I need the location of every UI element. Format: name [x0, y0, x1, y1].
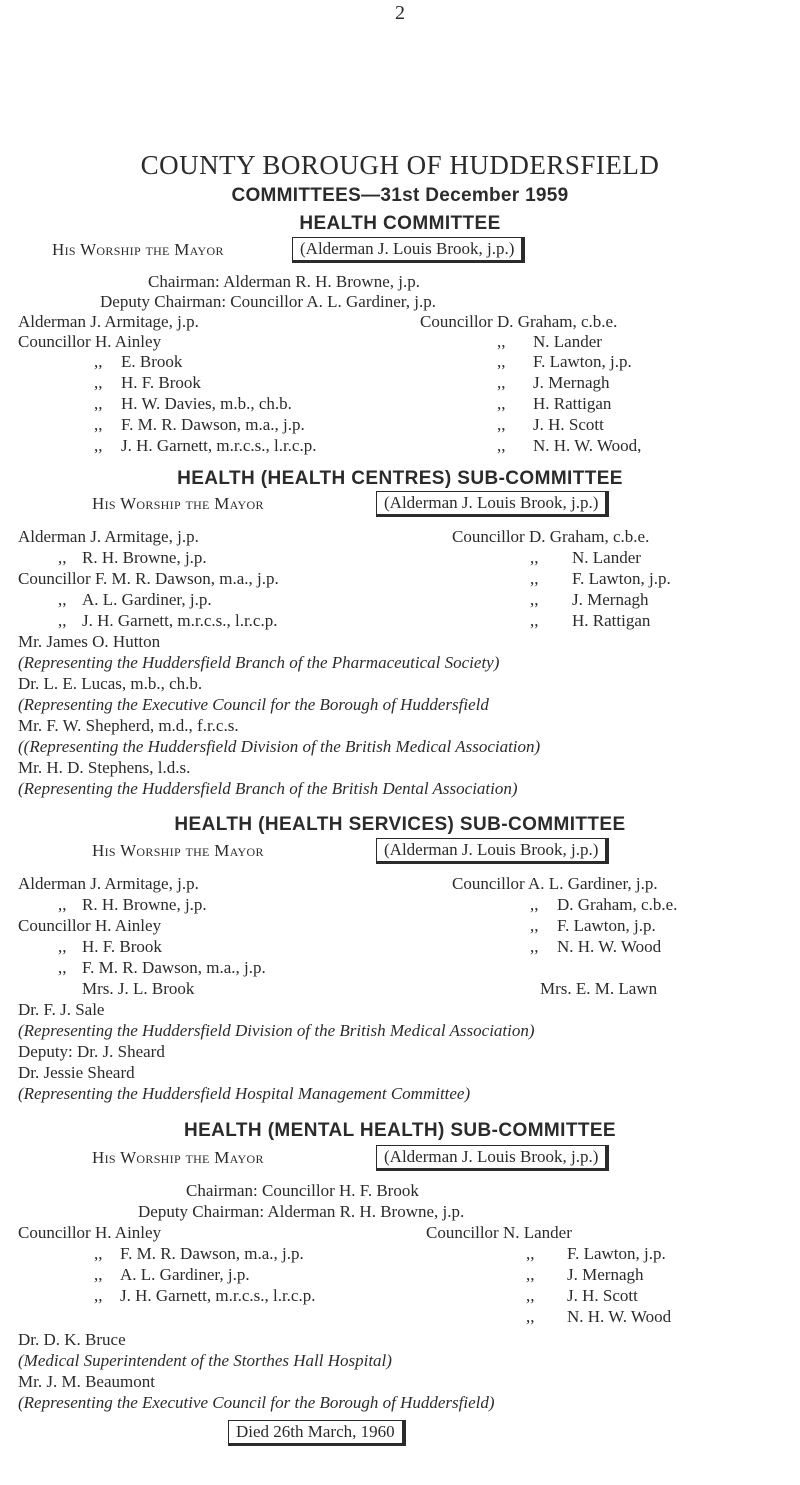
list-item: Councillor N. Lander — [426, 1223, 572, 1242]
list-item: H. W. Davies, m.b., ch.b. — [121, 394, 292, 413]
ditto-mark: ,, — [94, 394, 103, 413]
representative-name: Mr. H. D. Stephens, l.d.s. — [18, 758, 191, 777]
list-item: Councillor H. Ainley — [18, 1223, 162, 1242]
ditto-mark: ,, — [497, 415, 506, 434]
ditto-mark: ,, — [497, 373, 506, 392]
mayor-label: His Worship the Mayor — [52, 240, 224, 259]
list-item: F. Lawton, j.p. — [533, 352, 632, 371]
list-item: R. H. Browne, j.p. — [82, 548, 207, 567]
list-item: Councillor H. Ainley — [18, 332, 162, 351]
mayor-label: His Worship the Mayor — [92, 494, 264, 513]
ditto-mark: ,, — [58, 611, 67, 630]
ditto-mark: ,, — [530, 569, 539, 588]
list-item: D. Graham, c.b.e. — [557, 895, 678, 914]
health-chairman: Chairman: Alderman R. H. Browne, j.p. — [148, 272, 420, 291]
list-item: H. F. Brook — [82, 937, 162, 956]
list-item: F. Lawton, j.p. — [572, 569, 671, 588]
representative-deputy: Deputy: Dr. J. Sheard — [18, 1042, 165, 1061]
list-item: J. H. Garnett, m.r.c.s., l.r.c.p. — [121, 436, 317, 455]
representative-note: (Representing the Huddersfield Division of the British Medical Association) — [18, 1021, 535, 1040]
ditto-mark: ,, — [497, 332, 506, 351]
ditto-mark: ,, — [526, 1307, 535, 1326]
list-item: F. Lawton, j.p. — [567, 1244, 666, 1263]
representative-name: Dr. L. E. Lucas, m.b., ch.b. — [18, 674, 203, 693]
mayor-name-box: (Alderman J. Louis Brook, j.p.) — [292, 237, 525, 263]
list-item: N. H. W. Wood — [567, 1307, 672, 1326]
representative-note: (Representing the Executive Council for the Borough of Huddersfield — [18, 695, 489, 714]
list-item: N. Lander — [572, 548, 641, 567]
page-number: 2 — [395, 2, 405, 24]
representative-note: (Representing the Huddersfield Branch of the Pharmaceutical Society) — [18, 653, 500, 672]
ditto-mark: ,, — [526, 1286, 535, 1305]
representative-name: Mr. F. W. Shepherd, m.d., f.r.c.s. — [18, 716, 239, 735]
list-item: Alderman J. Armitage, j.p. — [18, 874, 199, 893]
footnote-box: Died 26th March, 1960 — [228, 1420, 406, 1446]
list-item: Councillor H. Ainley — [18, 916, 162, 935]
list-item: Councillor A. L. Gardiner, j.p. — [452, 874, 658, 893]
list-item: H. Rattigan — [533, 394, 612, 413]
representative-note: (Representing the Huddersfield Hospital Management Committee) — [18, 1084, 471, 1103]
ditto-mark: ,, — [497, 394, 506, 413]
document-title: COUNTY BOROUGH OF HUDDERSFIELD — [140, 150, 660, 180]
list-item: J. Mernagh — [533, 373, 610, 392]
ditto-mark: ,, — [94, 352, 103, 371]
ditto-mark: ,, — [94, 1265, 103, 1284]
mental-deputy-chairman: Deputy Chairman: Alderman R. H. Browne, j.p. — [138, 1202, 465, 1221]
list-item: J. H. Scott — [533, 415, 604, 434]
list-item: F. M. R. Dawson, m.a., j.p. — [121, 415, 305, 434]
representative-name: Mr. J. M. Beaumont — [18, 1372, 155, 1391]
ditto-mark: ,, — [58, 590, 67, 609]
ditto-mark: ,, — [530, 548, 539, 567]
mental-chairman: Chairman: Councillor H. F. Brook — [186, 1181, 419, 1200]
ditto-mark: ,, — [58, 937, 67, 956]
list-item: F. M. R. Dawson, m.a., j.p. — [82, 958, 266, 977]
representative-name: Dr. D. K. Bruce — [18, 1330, 126, 1349]
health-deputy-chairman: Deputy Chairman: Councillor A. L. Gardiner, j.p. — [100, 292, 436, 311]
list-item: N. H. W. Wood — [557, 937, 662, 956]
list-item: A. L. Gardiner, j.p. — [82, 590, 212, 609]
list-item: A. L. Gardiner, j.p. — [120, 1265, 250, 1284]
list-item: F. M. R. Dawson, m.a., j.p. — [120, 1244, 304, 1263]
ditto-mark: ,, — [497, 436, 506, 455]
ditto-mark: ,, — [94, 373, 103, 392]
health-services-heading: HEALTH (HEALTH SERVICES) SUB-COMMITTEE — [174, 814, 626, 835]
mayor-label: His Worship the Mayor — [92, 841, 264, 860]
ditto-mark: ,, — [526, 1244, 535, 1263]
representative-name: Mr. James O. Hutton — [18, 632, 161, 651]
representative-note: (Medical Superintendent of the Storthes Hall Hospital) — [18, 1351, 392, 1370]
ditto-mark: ,, — [94, 1244, 103, 1263]
ditto-mark: ,, — [530, 611, 539, 630]
ditto-mark: ,, — [530, 590, 539, 609]
ditto-mark: ,, — [497, 352, 506, 371]
list-item: Alderman J. Armitage, j.p. — [18, 312, 199, 331]
mayor-name-box: (Alderman J. Louis Brook, j.p.) — [376, 491, 609, 517]
list-item: Councillor F. M. R. Dawson, m.a., j.p. — [18, 569, 279, 588]
health-committee-heading: HEALTH COMMITTEE — [299, 213, 501, 234]
list-item: Mrs. J. L. Brook — [82, 979, 195, 998]
list-item: Alderman J. Armitage, j.p. — [18, 527, 199, 546]
ditto-mark: ,, — [58, 895, 67, 914]
mayor-name-box: (Alderman J. Louis Brook, j.p.) — [376, 838, 609, 864]
list-item: R. H. Browne, j.p. — [82, 895, 207, 914]
list-item: N. Lander — [533, 332, 602, 351]
list-item: Mrs. E. M. Lawn — [540, 979, 658, 998]
document-subtitle: COMMITTEES—31st December 1959 — [231, 185, 569, 206]
ditto-mark: ,, — [94, 415, 103, 434]
list-item: E. Brook — [121, 352, 183, 371]
mayor-name-box: (Alderman J. Louis Brook, j.p.) — [376, 1145, 609, 1171]
representative-name: Dr. Jessie Sheard — [18, 1063, 135, 1082]
representative-note: (Representing the Huddersfield Branch of the British Dental Association) — [18, 779, 518, 798]
ditto-mark: ,, — [94, 436, 103, 455]
ditto-mark: ,, — [530, 895, 539, 914]
ditto-mark: ,, — [58, 548, 67, 567]
list-item: Councillor D. Graham, c.b.e. — [420, 312, 618, 331]
list-item: H. F. Brook — [121, 373, 201, 392]
ditto-mark: ,, — [526, 1265, 535, 1284]
ditto-mark: ,, — [530, 937, 539, 956]
ditto-mark: ,, — [94, 1286, 103, 1305]
list-item: J. H. Garnett, m.r.c.s., l.r.c.p. — [82, 611, 278, 630]
list-item: J. Mernagh — [572, 590, 649, 609]
health-centres-heading: HEALTH (HEALTH CENTRES) SUB-COMMITTEE — [177, 468, 623, 489]
list-item: J. H. Scott — [567, 1286, 638, 1305]
list-item: J. H. Garnett, m.r.c.s., l.r.c.p. — [120, 1286, 316, 1305]
mayor-label: His Worship the Mayor — [92, 1148, 264, 1167]
list-item: J. Mernagh — [567, 1265, 644, 1284]
ditto-mark: ,, — [58, 958, 67, 977]
mental-health-heading: HEALTH (MENTAL HEALTH) SUB-COMMITTEE — [183, 1120, 616, 1141]
list-item: F. Lawton, j.p. — [557, 916, 656, 935]
list-item: N. H. W. Wood, — [533, 436, 642, 455]
list-item: Councillor D. Graham, c.b.e. — [452, 527, 650, 546]
ditto-mark: ,, — [530, 916, 539, 935]
list-item: H. Rattigan — [572, 611, 651, 630]
representative-name: Dr. F. J. Sale — [18, 1000, 105, 1019]
representative-note: ((Representing the Huddersfield Division of the British Medical Association) — [18, 737, 541, 756]
representative-note: (Representing the Executive Council for the Borough of Huddersfield) — [18, 1393, 495, 1412]
